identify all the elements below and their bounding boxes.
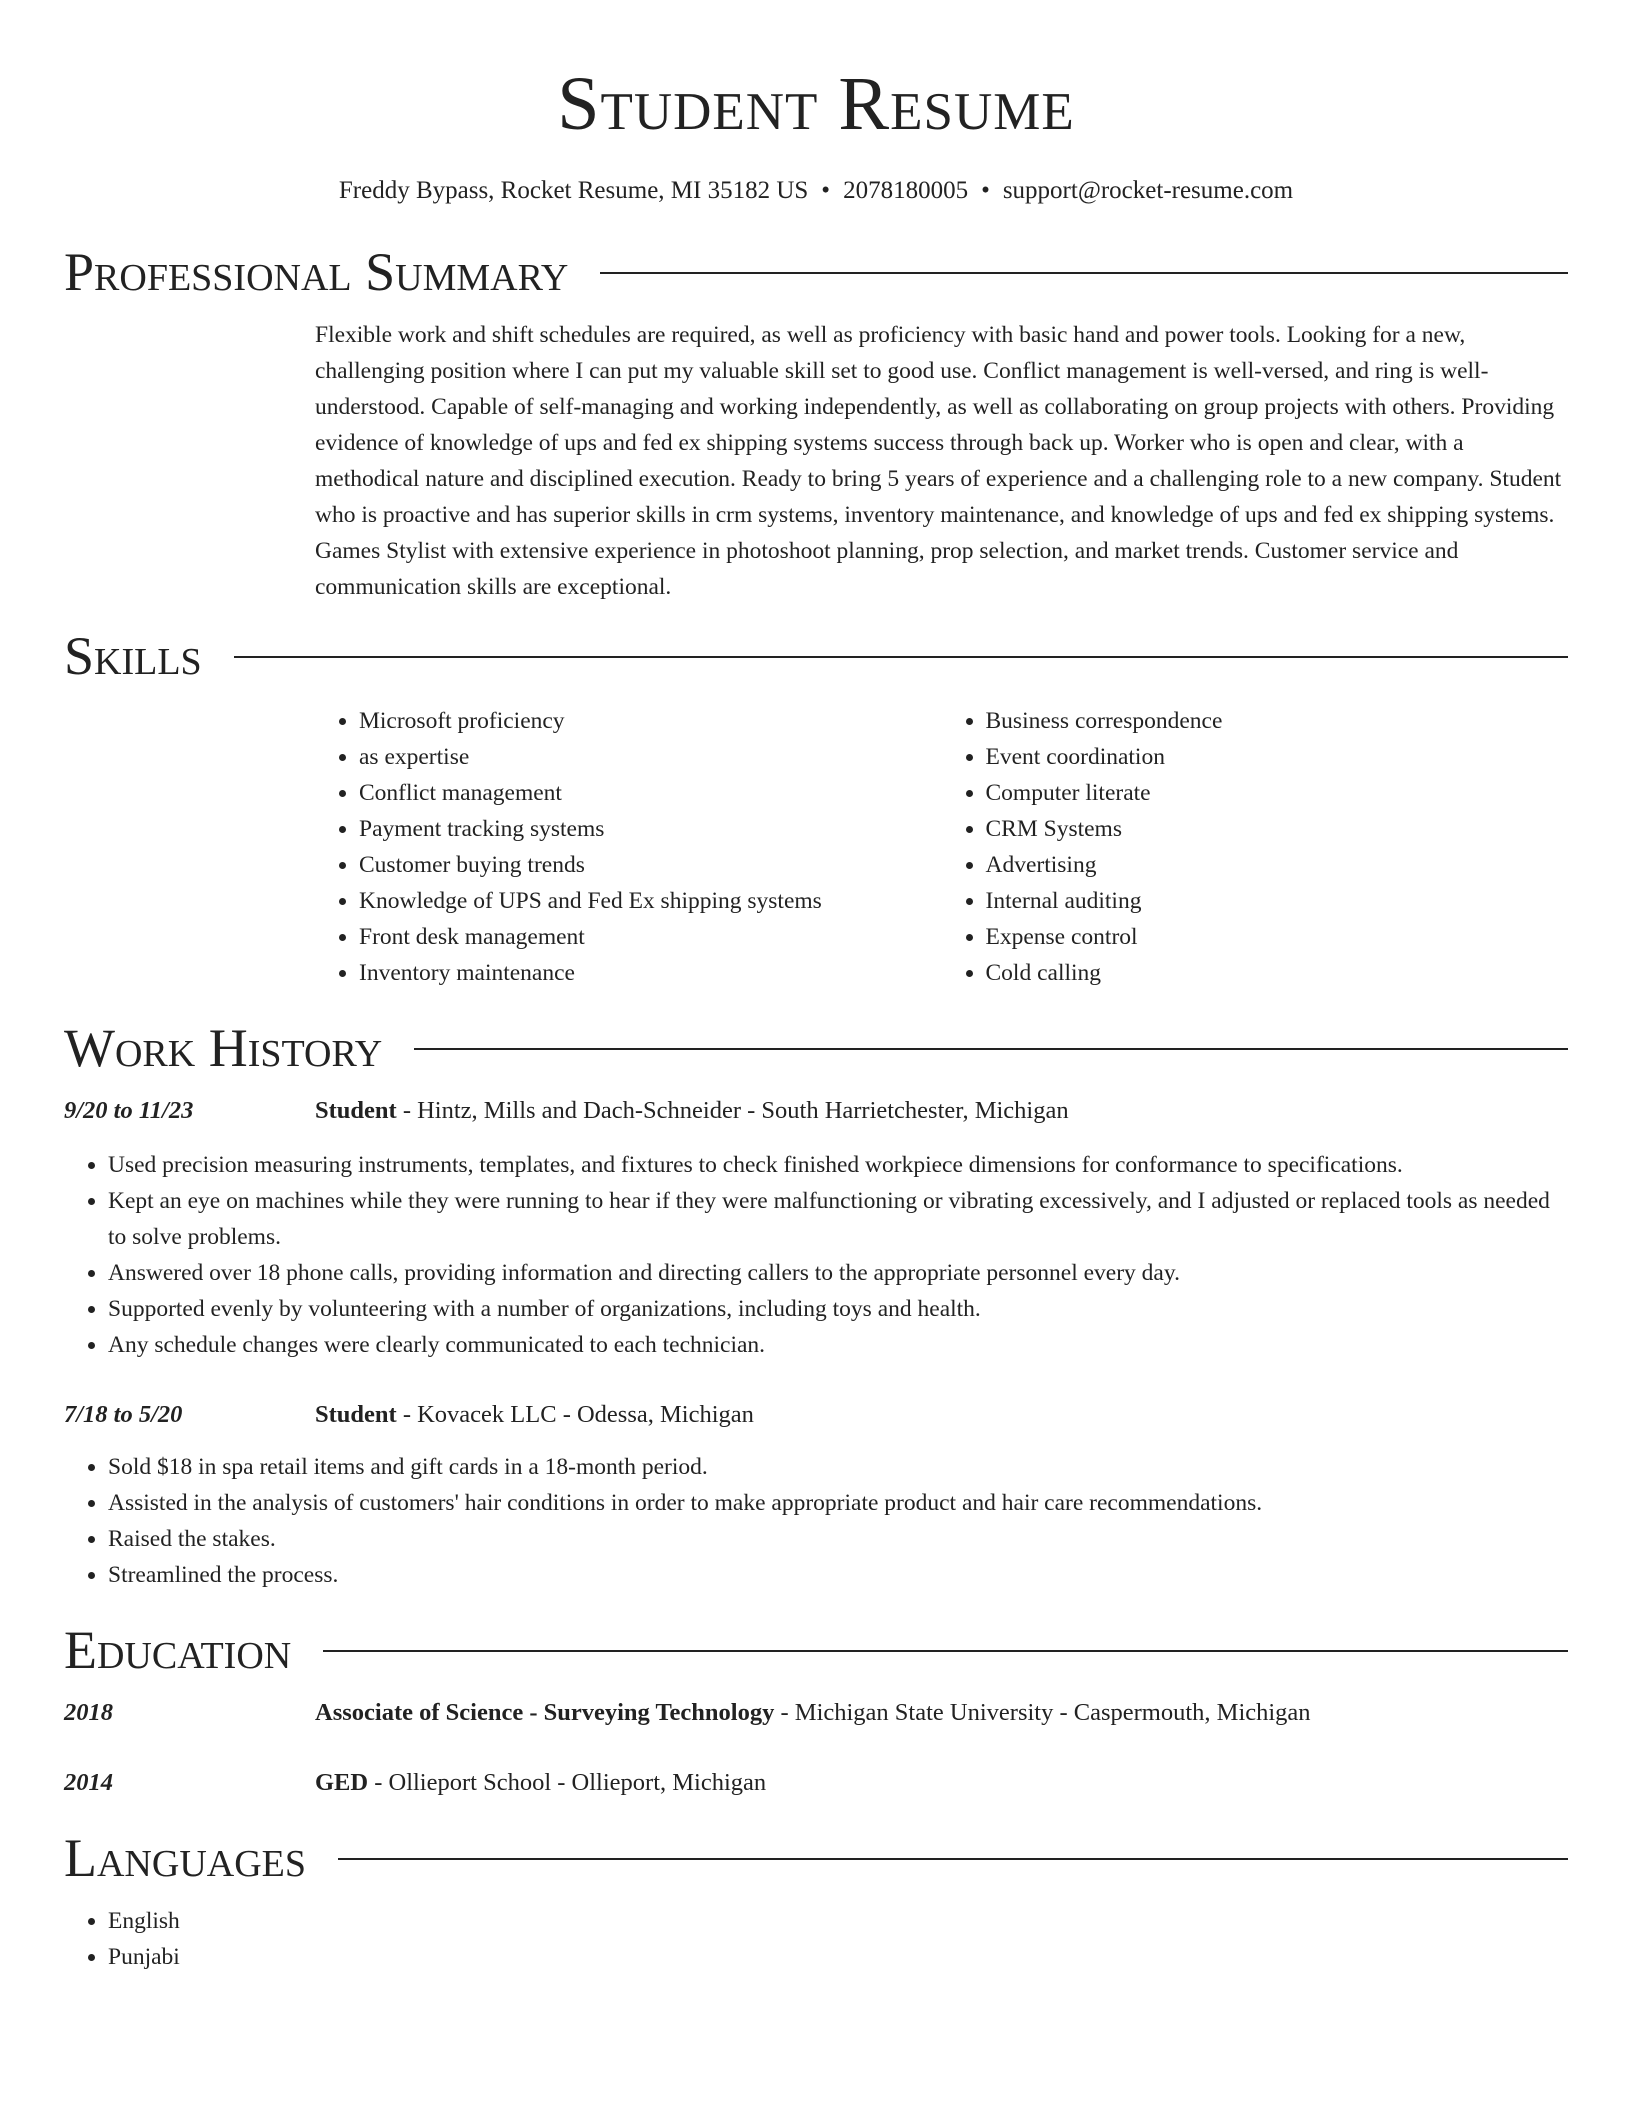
skill-item: • Payment tracking systems (359, 811, 942, 847)
skill-item: • Advertising (986, 847, 1569, 883)
job-header (64, 1093, 1568, 1129)
job-entry (64, 1397, 1568, 1593)
skill-item: • Customer buying trends (359, 847, 942, 883)
summary-heading: Professional Summary (64, 242, 569, 302)
education-entry (64, 1695, 1568, 1731)
skills-heading: Skills (64, 626, 202, 686)
skill-item: • Knowledge of UPS and Fed Ex shipping systems (359, 883, 942, 919)
job-entry (64, 1093, 1568, 1363)
summary-section (64, 241, 1568, 605)
language-item: • English (108, 1903, 1568, 1939)
skill-item: • Conflict management (359, 775, 942, 811)
summary-text: Flexible work and shift schedules are required, as well as proficiency with basic hand and power tools. Looking for a new, challenging position where I can put my valuable skill set to good use. Conflict management is well-versed, and ring is well-understood. Capable of self-managing and working independently, as well as collaborating on group projects with others. Providing evidence of knowledge of ups and fed ex shipping systems success through back up. Worker who is open and clear, with a methodical nature and disciplined execution. Ready to bring 5 years of experience and a challenging role to a new company. Student who is proactive and has superior skills in crm systems, inventory maintenance, and knowledge of ups and fed ex shipping systems. Games Stylist with extensive experience in photoshoot planning, prop selection, and market trends. Customer service and communication skills are exceptional. (315, 322, 1562, 600)
languages-section (64, 1827, 1568, 1975)
job-dates: 7/18 to 5/20 (64, 1401, 183, 1428)
contact-separator: • (981, 177, 990, 204)
job-title: Student (315, 1097, 397, 1124)
languages-heading: Languages (64, 1828, 306, 1888)
work-header (64, 1017, 1568, 1079)
job-bullet: • Streamlined the process. (108, 1557, 1568, 1593)
job-bullet: • Assisted in the analysis of customers' hair conditions in order to make appropriate product and hair care recommendations. (108, 1485, 1568, 1521)
job-bullets (64, 1449, 1568, 1593)
education-details: - Michigan State University - Caspermouth, Michigan (774, 1699, 1311, 1726)
education-degree: Associate of Science - Surveying Technology (315, 1699, 775, 1726)
education-heading: Education (64, 1620, 292, 1680)
resume-title: Student Resume (557, 62, 1075, 146)
skill-item: • CRM Systems (986, 811, 1569, 847)
skills-list-left (315, 703, 942, 991)
job-info (315, 1093, 1568, 1129)
education-header (64, 1619, 1568, 1681)
education-section (64, 1619, 1568, 1801)
section-divider (414, 1048, 1568, 1050)
language-item: • Punjabi (108, 1939, 1568, 1975)
section-divider (338, 1858, 1568, 1860)
languages-header (64, 1827, 1568, 1889)
job-details: - Hintz, Mills and Dach-Schneider - South Harrietchester, Michigan (396, 1097, 1069, 1124)
summary-header (64, 241, 1568, 303)
contact-phone: 2078180005 (843, 177, 969, 204)
skill-item: • Cold calling (986, 955, 1569, 991)
skill-item: • as expertise (359, 739, 942, 775)
section-divider (234, 656, 1568, 658)
work-section (64, 1017, 1568, 1593)
job-bullet: • Any schedule changes were clearly communicated to each technician. (108, 1327, 1568, 1363)
job-bullet: • Sold $18 in spa retail items and gift cards in a 18-month period. (108, 1449, 1568, 1485)
job-bullet: • Supported evenly by volunteering with a number of organizations, including toys and health. (108, 1291, 1568, 1327)
job-details: - Kovacek LLC - Odessa, Michigan (396, 1401, 754, 1428)
skills-header (64, 625, 1568, 687)
contact-line (64, 175, 1568, 207)
education-year: 2018 (64, 1699, 113, 1726)
skill-item: • Event coordination (986, 739, 1569, 775)
education-degree: GED (315, 1769, 369, 1796)
contact-email: support@rocket-resume.com (1002, 177, 1294, 204)
skill-item: • Expense control (986, 919, 1569, 955)
education-year: 2014 (64, 1769, 113, 1796)
job-title: Student (315, 1401, 397, 1428)
job-bullet: • Used precision measuring instruments, templates, and fixtures to check finished workpiece dimensions for conformance to specifications. (108, 1147, 1568, 1183)
job-info (315, 1397, 1568, 1433)
skill-item: • Inventory maintenance (359, 955, 942, 991)
skills-list-right (942, 703, 1569, 991)
education-info (315, 1695, 1568, 1731)
job-bullets (64, 1147, 1568, 1363)
education-details: - Ollieport School - Ollieport, Michigan (368, 1769, 767, 1796)
resume-page (64, 0, 1568, 1975)
skills-columns (315, 703, 1568, 991)
job-bullet: • Kept an eye on machines while they were running to hear if they were malfunctioning or vibrating excessively, and I adjusted or replaced tools as needed to solve problems. (108, 1183, 1568, 1255)
job-dates: 9/20 to 11/23 (64, 1097, 194, 1124)
contact-address: Freddy Bypass, Rocket Resume, MI 35182 US (338, 177, 809, 204)
section-divider (323, 1650, 1568, 1652)
work-heading: Work History (64, 1018, 383, 1078)
skills-section (64, 625, 1568, 991)
education-info (315, 1765, 1568, 1801)
languages-list (64, 1903, 1568, 1975)
skill-item: • Business correspondence (986, 703, 1569, 739)
contact-separator: • (821, 177, 831, 204)
skill-item: • Front desk management (359, 919, 942, 955)
job-header (64, 1397, 1568, 1433)
section-divider (600, 272, 1568, 274)
skill-item: • Microsoft proficiency (359, 703, 942, 739)
job-bullet: • Answered over 18 phone calls, providing information and directing callers to the appropriate personnel every day. (108, 1255, 1568, 1291)
education-entry (64, 1765, 1568, 1801)
skill-item: • Computer literate (986, 775, 1569, 811)
job-bullet: • Raised the stakes. (108, 1521, 1568, 1557)
skill-item: • Internal auditing (986, 883, 1569, 919)
